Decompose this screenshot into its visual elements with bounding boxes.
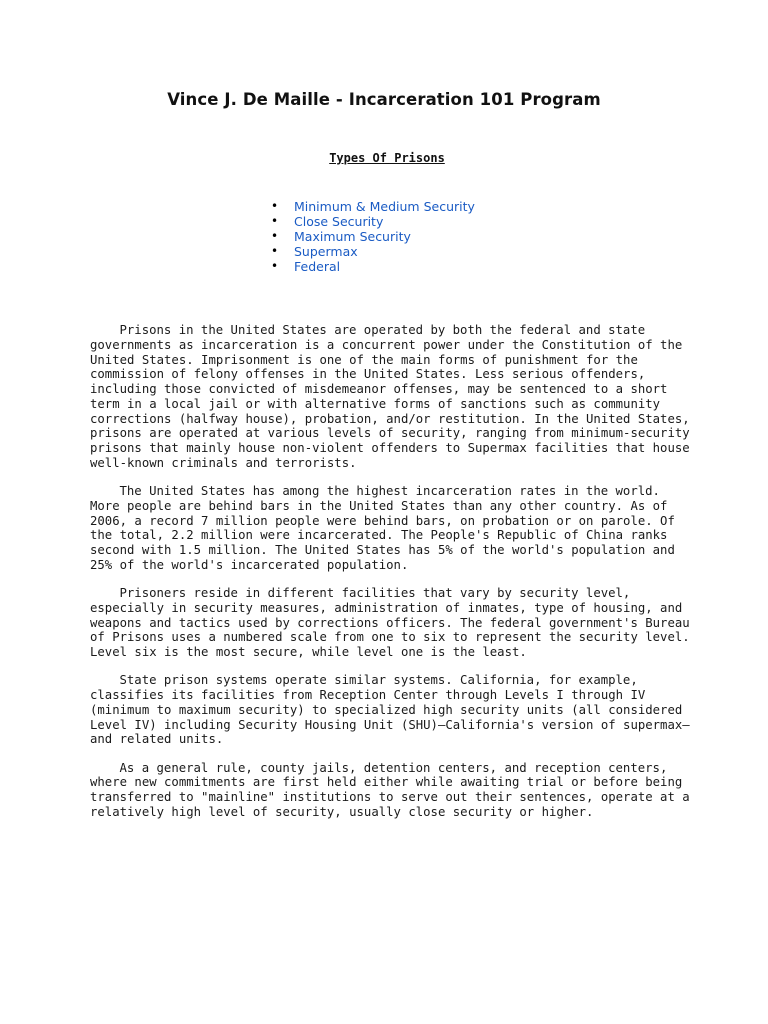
toc-link-federal[interactable]: Federal <box>294 259 341 274</box>
paragraph-intro: Prisons in the United States are operated by both the federal and state governments as incarceration is a concurrent power under the Constitution of the United States. Imprisonment is one of the main forms of punishment for the commission of felony offenses in the United States. Less serious offenders, including those convicted of misdemeanor offenses, may be sentenced to a short term in a local jail or with alternative forms of sanctions such as community corrections (halfway house), probation, and/or restitution. In the United States, prisons are operated at various levels of security, ranging from minimum-security prisons that mainly house non-violent offenders to Supermax facilities that house well-known criminals and terrorists. <box>90 323 690 470</box>
toc-item <box>269 259 475 274</box>
paragraph-county-jails: As a general rule, county jails, detention centers, and reception centers, where new commitments are first held either while awaiting trial or before being transferred to "mainline" institutions to serve out their sentences, operate at a relatively high level of security, usually close security or higher. <box>90 760 690 819</box>
toc-item <box>269 244 475 259</box>
paragraph-incarceration-rates: The United States has among the highest incarceration rates in the world. More people are behind bars in the United States than any other country. As of 2006, a record 7 million people were behind bars, on probation or on parole. Of the total, 2.2 million were incarcerated. The People's Republic of China ranks second with 1.5 million. The United States has 5% of the world's population and 25% of the world's incarcerated population. <box>90 484 675 572</box>
paragraph-state-systems: State prison systems operate similar systems. California, for example, classifies its facilities from Reception Center through Levels I through IV (minimum to maximum security) to specialized high security units (all considered Level IV) including Security Housing Unit (SHU)—California's version of supermax—and related units. <box>90 673 690 747</box>
document-title: Vince J. De Maille - Incarceration 101 Program <box>167 90 601 109</box>
bullet-icon: • <box>271 229 279 243</box>
table-of-contents <box>269 199 475 274</box>
bullet-icon: • <box>271 244 279 258</box>
toc-link-supermax[interactable]: Supermax <box>294 244 358 259</box>
body-text <box>90 323 690 833</box>
toc-item <box>269 214 475 229</box>
bullet-icon: • <box>271 199 279 213</box>
toc-link-maximum-security[interactable]: Maximum Security <box>294 229 411 244</box>
paragraph-security-levels: Prisoners reside in different facilities that vary by security level, especially in security measures, administration of inmates, type of housing, and weapons and tactics used by corrections officers. The federal government's Bureau of Prisons uses a numbered scale from one to six to represent the security level. Level six is the most secure, while level one is the least. <box>90 586 690 659</box>
section-heading: Types Of Prisons <box>329 151 445 165</box>
bullet-icon: • <box>271 214 279 228</box>
bullet-icon: • <box>271 259 279 273</box>
toc-item <box>269 229 475 244</box>
toc-link-close-security[interactable]: Close Security <box>294 214 384 229</box>
toc-link-minimum-medium-security[interactable]: Minimum & Medium Security <box>294 199 475 214</box>
toc-item <box>269 199 475 214</box>
